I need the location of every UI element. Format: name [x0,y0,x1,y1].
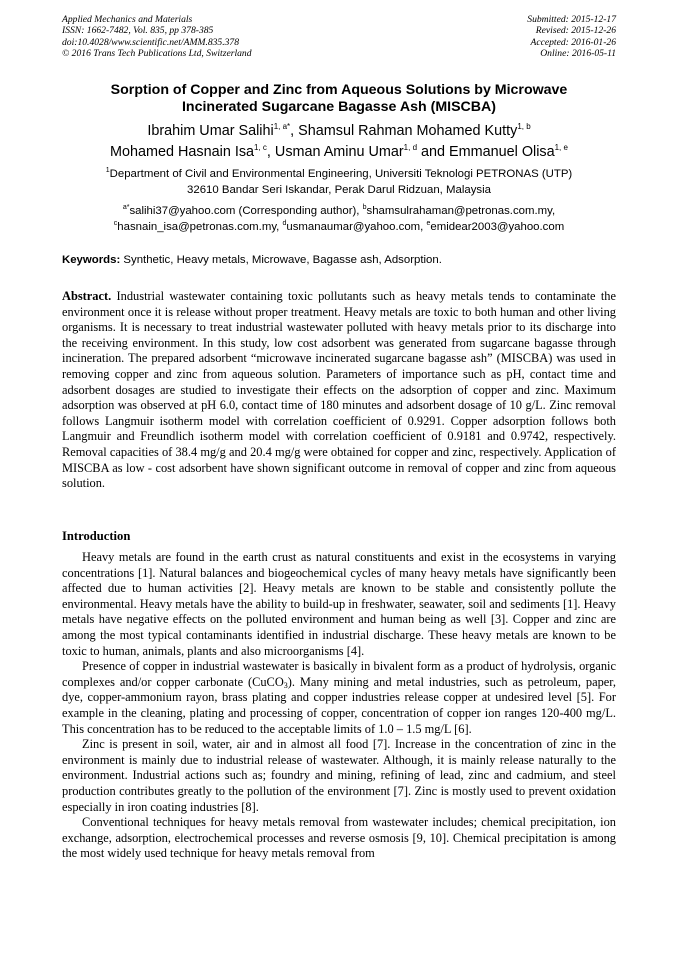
intro-paragraph-3: Zinc is present in soil, water, air and in almost all food [7]. Increase in the concentration of zinc in the environment is mainly due to industrial release of wastewater. Although, it is mainly release naturally to the environment. Industrial actions such as; foundry and mining, refining of lead, zinc and cadmium, and steel production contributes greatly to the pollution of the environment [7]. Zinc is mostly used to prevent oxidation especially in iron coating industries [8]. [62,737,616,814]
email-link[interactable]: usmanaumar@yahoo.com, [286,220,427,233]
dates-header [396,14,616,60]
intro-paragraph-4: Conventional techniques for heavy metals removal from wastewater includes; chemical precipitation, ion exchange, adsorption, electrochemical processes and reverse osmosis [9, 10]. Chemical precipitation is among the most widely used technique for heavy metals removal from [62,815,616,861]
email-sup: b [362,204,367,211]
doi: doi:10.4028/www.scientific.net/AMM.835.378 [62,36,240,48]
abstract-paragraph [62,289,616,492]
submitted-date: Submitted: 2015-12-17 [527,14,616,25]
affiliation-sup: 1 [105,167,110,174]
author-separator: , [290,123,299,139]
keywords-text: Synthetic, Heavy metals, Microwave, Bagasse ash, Adsorption. [120,254,442,266]
affiliation-line-2: 32610 Bandar Seri Iskandar, Perak Darul Ridzuan, Malaysia [187,183,491,196]
email-sup: c [113,219,118,227]
author-sup: 1, c [254,142,267,152]
author-and: and [417,143,450,160]
author-line-2 [62,142,616,163]
email-line-2 [62,220,616,236]
introduction-section [62,550,616,862]
author-line-1 [62,121,616,142]
email-link[interactable]: salihi37@yahoo.com (Corresponding author), [129,205,363,217]
email-link[interactable]: shamsulrahaman@petronas.com.my, [366,205,556,217]
online-date: Online: 2016-05-11 [540,48,616,60]
intro-p2-text-a: Presence of copper in industrial wastewater is basically in bivalent form as a product of hydrolysis, organic complexes and/or copper carbonate (CuCO [62,659,616,689]
intro-p2-text-b: ). Many mining and metal industries, such as petroleum, paper, dye, copper-ammonium rayon, brass plating and copper industries release copper at undesired level [5]. For example in the cleaning, plating and processing of copper, concentration of copper ion ranges 120-400 mg/L. This concentration has to be reduced to the acceptable limits of 1.0 – 1.5 mg/L [6]. [62,674,616,736]
email-line-1 [62,204,616,220]
intro-paragraph-1: Heavy metals are found in the earth crust as natural constituents and exist in the ecosystems in varying concentrations [1]. Natural balances and biogeochemical cycles of many heavy metals have significantly been affected due to human activities [2]. Heavy metals are known to be stable and consistently pollute the environmental. Heavy metals have the ability to build-up in freshwater, seawater, soil and sediments [1]. Heavy metals have negative effects on the polluted environment and human being as well [3]. Copper and zinc are among the most typical contaminants identified in industrial discharge. These heavy metals are known to be toxic to human, animals, plants and also microorganisms [4]. [62,550,616,658]
abstract-text: Industrial wastewater containing toxic pollutants such as heavy metals tends to contaminate the environment once it is release without proper treatment. Heavy metals are toxic to both human and other living organisms. It is necessary to treat industrial wastewater polluted with heavy metals prior to its discharge into the receiving environment. In this study, low cost adsorbent was generated from sugarcane bagasse through incineration. The prepared adsorbent “microwave incinerated sugarcane bagasse ash” (MISCBA) was used in removing copper and zinc from aqueous solution. Parameters of importance such as pH, contact time and adsorbent dosages are studied to investigate their effects on the adsorption of copper and zinc. Maximum adsorption was observed at pH 6.0, contact time of 180 minutes and adsorbent dosage of 10 g/L. Zinc removal follows Langmuir isotherm model with correlation coefficient of 0.9291. Copper adsorption follows both Langmuir and Freundlich isotherm model with correlation coefficient of 0.9181 and 0.9742, respectively. Removal capacities of 38.4 mg/g and 20.4 mg/g were obtained for copper and zinc, respectively. Application of MISCBA as low - cost adsorbent have shown significant outcome in removal of copper and zinc from aqueous solution. [62,289,616,491]
email-list [62,204,616,236]
affiliation-line-1 [62,167,616,183]
author-name: Shamsul Rahman Mohamed Kutty [298,123,518,139]
title-line-2: Incinerated Sugarcane Bagasse Ash (MISCBA) [181,99,497,115]
author-name: Usman Aminu Umar [274,143,404,160]
revised-date: Revised: 2015-12-26 [535,25,616,37]
email-link[interactable]: emidear2003@yahoo.com [430,220,565,233]
journal-header [62,14,362,60]
author-sup: 1, d [403,142,418,152]
author-name: Mohamed Hasnain Isa [110,143,255,160]
accepted-date: Accepted: 2016-01-26 [530,36,616,48]
author-sup: 1, a* [273,122,291,131]
abstract-label: Abstract. [62,289,112,303]
keywords-label: Keywords: [62,254,121,266]
introduction-heading: Introduction [62,529,131,543]
abstract-section [62,289,616,492]
email-sup: e [426,219,431,227]
title-line-1: Sorption of Copper and Zinc from Aqueous Solutions by Microwave [110,82,568,98]
author-separator: , [266,143,275,160]
intro-paragraph-2 [62,659,616,737]
email-link[interactable]: hasnain_isa@petronas.com.my, [117,220,283,233]
issn: ISSN: 1662-7482, Vol. 835, pp 378-385 [62,25,214,37]
intro-p2-subscript: 3 [283,680,288,690]
paper-title [62,82,616,116]
affiliation [62,167,616,198]
author-name: Ibrahim Umar Salihi [147,123,274,139]
author-name: Emmanuel Olisa [449,143,555,160]
author-list [62,121,616,162]
journal-name: Applied Mechanics and Materials [62,14,193,25]
keywords [62,253,616,267]
email-sup: d [282,219,287,227]
author-sup: 1, b [517,122,531,131]
affiliation-text: Department of Civil and Environmental Engineering, Universiti Teknologi PETRONAS (UTP) [109,168,573,180]
copyright: © 2016 Trans Tech Publications Ltd, Switzerland [62,48,252,60]
author-sup: 1, e [554,142,568,152]
email-sup: a* [122,204,130,211]
